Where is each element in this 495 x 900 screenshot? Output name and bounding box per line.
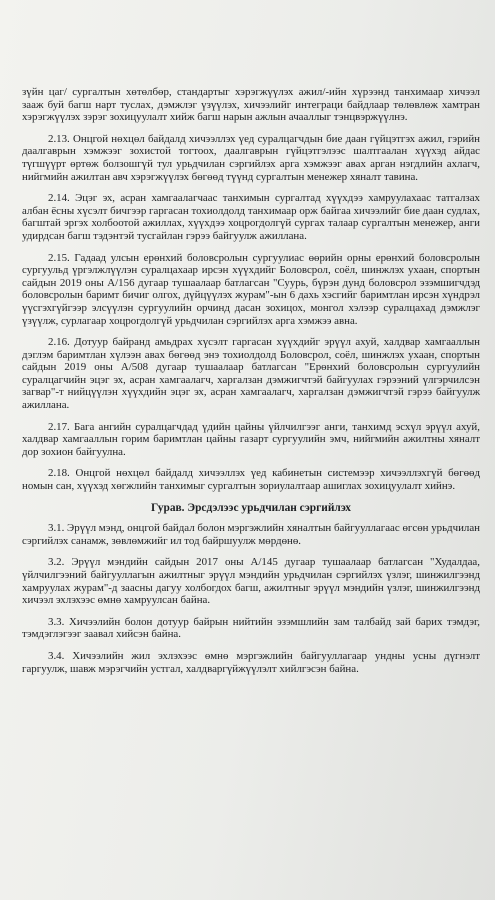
paragraph-3-4: 3.4. Хичээлийн жил эхлэхээс өмнө мэргэжлийн байгууллагаар ундны усны дүгнэлт гаргуулж, шавж мэрэгчийн устгал, халдваргүйжүүлэлт хийлгэсэн байна. — [22, 649, 480, 675]
paragraph-2-14: 2.14. Эцэг эх, асран хамгаалагчаас танхимын сургалтад хүүхдээ хамруулахаас татгалзах албан ёсны хүсэлт бичгээр гаргасан тохиолдолд танхимаар орж байгаа хичээлийг бие даан судлах, багштай эргэх холбоотой ажиллах, хүүхдээ хоцрогдолгүй сургах талаар сургалтын менежер, анги удирдсан багш тэдэнтэй тусгайлан гэрээ байгуулж ажиллана. — [22, 192, 480, 242]
paragraph-2-17: 2.17. Бага ангийн суралцагчдад үдийн цайны үйлчилгээг анги, танхимд эсхүл эрүүл ахуй, халдвар хамгааллын горим баримтлан цайны газарт сургуулийн эмч, нийгмийн ажилтны хяналт дор зохион байгуулна. — [22, 420, 480, 458]
paragraph-3-3: 3.3. Хичээлийн болон дотуур байрын нийтийн эзэмшлийн зам талбайд зай барих тэмдэг, тэмдэглэгээг заавал хийсэн байна. — [22, 615, 480, 641]
paragraph-2-13: 2.13. Онцгой нөхцөл байдалд хичээллэх үед суралцагчдын бие даан гүйцэтгэх ажил, гэрийн даалгаврын хэмжээг зохистой тогтоох, даалгаврын гүйцэтгэлээс шалтгаалан хүүхэд айдас түгшүүрт өртөж болзошгүй тул урьдчилан сэргийлэх арга хэмжээг авах арган нэгдлийн ахлагч, нийгмийн ажилтан авч хэрэгжүүлэх бөгөөд түүнд сургалтын менежер хяналт тавина. — [22, 132, 480, 183]
paragraph-2-15: 2.15. Гадаад улсын ерөнхий боловсролын сургуулиас өөрийн орны ерөнхий боловсролын сургуульд үргэлжлүүлэн суралцахаар ирсэн хүүхдийг Боловсрол, соёл, шинжлэх ухаан, спортын сайдын 2019 оны А/156 дугаар тушаалаар батлагсан "Суурь, бүрэн дунд боловсрол эзэмшигчдэд боловсролын баримт бичиг олгох, дүйцүүлэх журам"-ын 6 дахь хэсгийг баримтлан ирсэн хүндрэл үүсгэхгүйгээр элсүүлэн сургуулийн орчинд дасан зохицох, монгол хэлээр суралцахад дэмжлэг үзүүлж, сурлагаар хоцрогдолгүй урьдчилан сэргийлэх арга хэмжээ авна. — [22, 251, 480, 327]
paragraph-intro: зүйн цаг/ сургалтын хөтөлбөр, стандартыг хэрэгжүүлэх ажил/-ийн хүрээнд танхимаар хичээл зааж буй багш нарт туслах, дэмжлэг үзүүлэх, хичээлийг интеграци байдлаар төлөвлөж хамтран хэрэгжүүлэх зэрэг зохицуулалт хийж багш нарын ажлын ачааллыг тэнцвэржүүлнэ. — [22, 86, 480, 124]
paragraph-2-16: 2.16. Дотуур байранд амьдрах хүсэлт гаргасан хүүхдийг эрүүл ахуй, халдвар хамгааллын дэглэм баримтлан хүлээн авах бөгөөд энэ тохиолдолд Боловсрол, соёл, шинжлэх ухаан, спортын сайдын 2019 оны А/508 дугаар тушаалаар батлагсан "Ерөнхий боловсролын сургуулийн суралцагчийн эцэг эх, асран хамгаалагч, харгалзан дэмжигчтэй байгуулах гэрээний үлгэрчилсэн загвар"-т нийцүүлэн хүүхдийн эцэг эх, асран хамгаалагч, харгалзан дэмжигчтэй гэрээ байгуулж ажиллана. — [22, 336, 480, 412]
document-body — [22, 86, 480, 684]
paragraph-3-2: 3.2. Эрүүл мэндийн сайдын 2017 оны А/145 дугаар тушаалаар батлагсан "Худалдаа, үйлчилгээний байгууллагын ажилтныг эрүүл мэндийн урьдчилан сэргийлэх үзлэг, шинжилгээнд хамруулах журам"-д заасны дагуу холбогдох багш, ажилтныг эрүүл мэндийн үзлэг, шинжилгээнд хичээл эхлэхээс өмнө хамруулсан байна. — [22, 556, 480, 607]
paragraph-3-1: 3.1. Эрүүл мэнд, онцгой байдал болон мэргэжлийн хяналтын байгууллагаас өгсөн урьдчилан сэргийлэх санамж, зөвлөмжийг ил тод байршуулж мөрдөнө. — [22, 522, 480, 547]
section-heading: Гурав. Эрсдэлээс урьдчилан сэргийлэх — [150, 501, 351, 514]
paragraph-2-18: 2.18. Онцгой нөхцөл байдалд хичээллэх үед кабинетын системээр хичээллэхгүй бөгөөд номын сан, хүүхэд хөгжлийн танхимыг сургалтын зориулалтаар ашиглах зохицуулалт хийнэ. — [22, 467, 480, 493]
